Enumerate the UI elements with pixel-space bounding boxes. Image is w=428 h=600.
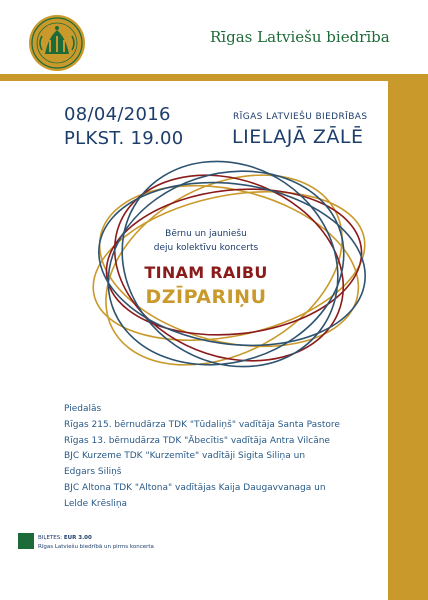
event-time: PLKST. 19.00	[64, 128, 184, 149]
ticket-where: Rīgas Latviešu biedrībā un pirms koncerta	[38, 544, 154, 550]
participant-line: Edgars Siliņš	[64, 467, 122, 478]
concert-subtitle-line1: Bērnu un jauniešu	[165, 229, 247, 239]
venue-subtitle: RĪGAS LATVIEŠU BIEDRĪBAS	[233, 112, 368, 122]
ticket-label: BIĻETES:	[38, 535, 63, 541]
concert-subtitle-line2: deju kolektīvu koncerts	[153, 243, 259, 253]
ticket-marker	[18, 533, 34, 549]
concert-title-line1: TINAM RAIBU	[144, 263, 268, 282]
participant-line: Lelde Krēsliņa	[64, 498, 128, 509]
society-name: Rīgas Latviešu biedrība	[210, 28, 390, 46]
participant-line: Rīgas 13. bērnudārza TDK "Ābecītis" vadītāja Antra Vilcāne	[64, 435, 330, 446]
ticket-price: EUR 3.00	[63, 535, 92, 541]
society-emblem-icon	[28, 14, 86, 72]
concert-title-line2: DZĪPARIŅU	[145, 286, 267, 308]
participant-line: BJC Kurzeme TDK "Kurzemīte" vadītāji Sigita Siliņa un	[64, 451, 306, 462]
participants-block	[64, 402, 384, 513]
ticket-price-line	[38, 535, 92, 541]
participant-line: BJC Altona TDK "Altona" vadītājas Kaija Daugavvanaga un	[64, 482, 326, 493]
event-date: 08/04/2016	[64, 104, 171, 125]
participants-heading: Piedalās	[64, 404, 102, 414]
venue-title: LIELAJĀ ZĀLĒ	[232, 126, 364, 148]
gold-frame-right	[388, 74, 428, 600]
participant-line: Rīgas 215. bērnudārza TDK "Tūdaliņš" vadītāja Santa Pastore	[64, 419, 340, 430]
gold-frame-top	[0, 74, 428, 81]
